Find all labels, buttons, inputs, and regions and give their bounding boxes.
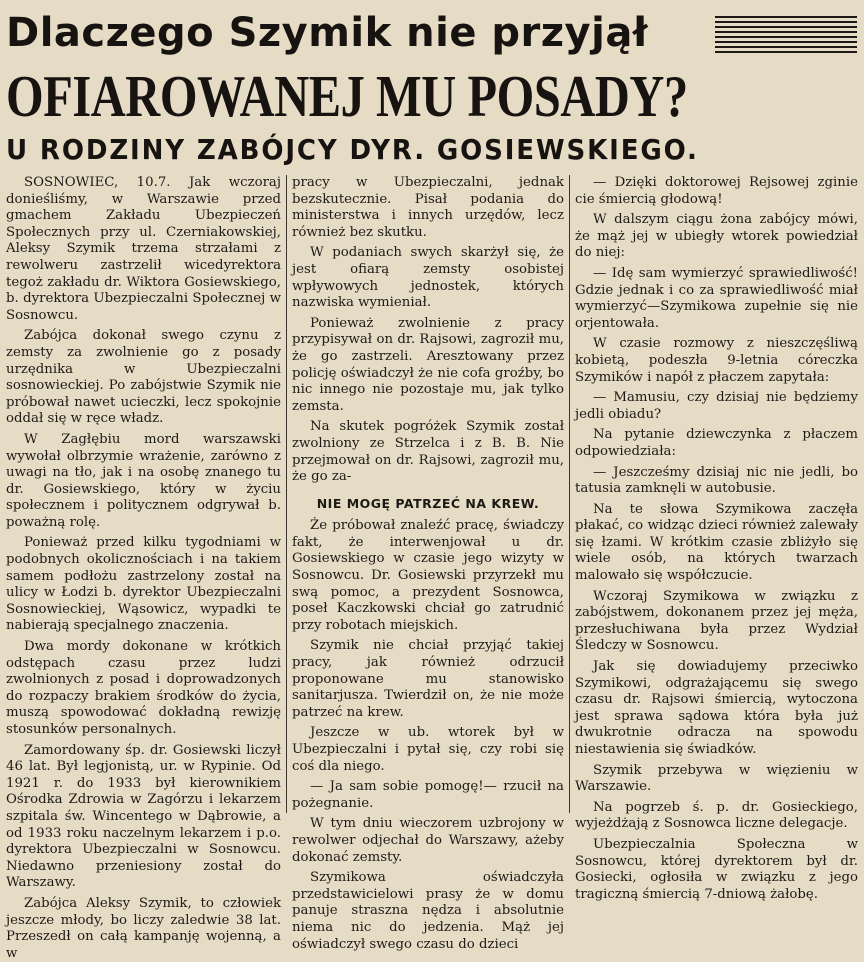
paragraph: Ubezpieczalnia Społeczna w Sosnowcu, której dyrektorem był dr. Gosiecki, ogłosiła w związku z jego tragiczną śmiercią 7-dniową żałobę. (575, 836, 858, 902)
paragraph: Na skutek pogróżek Szymik został zwolniony ze Strzelca i z B. B. Nie przejmował on dr. Rajsowi, zagroził mu, że go za- (292, 419, 564, 485)
paragraph: Ponieważ przed kilku tygodniami w podobnych okolicznościach i na takiem samem podłożu zastrzelony został na ulicy w Łodzi b. dyrektor Ubezpieczalni Sosnowieckiej, Wąsowicz, wypadki te nabierają specjalnego znaczenia. (6, 535, 281, 634)
paragraph: W tym dniu wieczorem uzbrojony w rewolwer odjechał do Warszawy, ażeby dokonać zemsty. (292, 816, 564, 865)
paragraph: SOSNOWIEC, 10.7. Jak wczoraj donieśliśmy, w Warszawie przed gmachem Zakładu Ubezpieczeń Społecznych przy ul. Czerniakowskiej, Aleksy Szymik trzema strzałami z rewolweru zastrzelił wicedyrektora tegoż zakładu dr. Wiktora Gosiewskiego, b. dyrektora Ubezpieczalni Społecznej w Sosnowcu. (6, 175, 281, 323)
paragraph: — Idę sam wymierzyć sprawiedliwość! Gdzie jednak i co za sprawiedliwość miał wymierzyć—Szymikowa zupełnie się nie orjentowała. (575, 265, 858, 331)
paragraph: Jeszcze w ub. wtorek był w Ubezpieczalni i pytał się, czy robi się coś dla niego. (292, 725, 564, 774)
article-column-3 (575, 175, 858, 902)
paragraph: Na pytanie dziewczynka z płaczem odpowiedziała: (575, 427, 858, 459)
article-column-2 (292, 175, 564, 952)
paragraph: Szymik przebywa w więzieniu w Warszawie. (575, 762, 858, 795)
headline-line-2: OFIAROWANEJ MU POSADY? (6, 63, 688, 129)
paragraph: Ponieważ zwolnienie z pracy przypisywał on dr. Rajsowi, zagroził mu, że go zastrzeli. Aresztowany przez policję oświadczył że nie cofa groźby, bo nic innego nie pozostaje mu, jak tylko zemsta. (292, 315, 564, 414)
section-subheading: NIE MOGĘ PATRZEĆ NA KREW. (316, 495, 540, 511)
paragraph: Zabójca dokonał swego czynu z zemsty za zwolnienie go z posady urzędnika w Ubezpieczalni sosnowieckiej. Po zabójstwie Szymik nie próbował nawet ucieczki, lecz spokojnie oddał się w ręce władz. (6, 328, 281, 427)
paragraph: Jak się dowiadujemy przeciwko Szymikowi, odgrażającemu się swego czasu dr. Rajsowi śmiercią, wytoczona jest sprawa sądowa która była już dwukrotnie odracza na spowodu niestawienia się świadków. (575, 659, 858, 757)
article-column-1 (6, 175, 281, 961)
headline-subtitle: U RODZINY ZABÓJCY DYR. GOSIEWSKIEGO. (6, 133, 699, 166)
paragraph: pracy w Ubezpieczalni, jednak bezskutecznie. Pisał podania do ministerstwa i innych urzędów, lecz również bez skutku. (292, 175, 564, 240)
decorative-rules (715, 16, 857, 56)
headline-line-1: Dlaczego Szymik nie przyjął (6, 10, 649, 56)
paragraph: Szymik nie chciał przyjąć takiej pracy, jak również odrzucił proponowane mu stanowisko sanitarjusza. Twierdził on, że nie może patrzeć na krew. (292, 638, 564, 720)
paragraph: W podaniach swych skarżył się, że jest ofiarą zemsty osobistej wpływowych jednostek, których nazwiska wymieniał. (292, 245, 564, 311)
paragraph: Zabójca Aleksy Szymik, to człowiek jeszcze młody, bo liczy zaledwie 38 lat. Przeszedł on całą kampanję wojenną, a w (6, 895, 281, 961)
paragraph: Na te słowa Szymikowa zaczęła płakać, co widząc dzieci również zalewały się łzami. W krótkim czasie zbliżyło się wiele osób, na których twarzach malowało się współczucie. (575, 501, 858, 584)
paragraph: Że próbował znaleźć pracę, świadczy fakt, że interwenjował u dr. Gosiewskiego w czasie jego wizyty w Sosnowcu. Dr. Gosiewski przyrzekł mu swą pomoc, a prezydent Sosnowca, poseł Kaczkowski chciał go zatrudnić przy robotach miejskich. (292, 518, 564, 633)
column-divider (569, 175, 570, 813)
paragraph: Na pogrzeb ś. p. dr. Gosieckiego, wyjeżdżają z Sosnowca liczne delegacje. (575, 799, 858, 832)
paragraph: Zamordowany śp. dr. Gosiewski liczył 46 lat. Był legjonistą, ur. w Rypinie. Od 1921 r. do 1933 był kierownikiem Ośrodka Zdrowia w Zagórzu i lekarzem szpitala św. Wincentego w Dąbrowie, a od 1933 roku naczelnym lekarzem i p.o. dyrektora Ubezpieczalni w Sosnowcu. Niedawno przeniesiony został do Warszawy. (6, 742, 281, 891)
paragraph: — Dzięki doktorowej Rejsowej zginie cie śmiercią głodową! (575, 175, 858, 207)
column-divider (286, 175, 287, 813)
paragraph: Dwa mordy dokonane w krótkich odstępach czasu przez ludzi zwolnionych z posad i doprowadzonych do rozpaczy brakiem środków do życia, muszą spowodować dokładną rewizję stosunków personalnych. (6, 639, 281, 737)
paragraph: Szymikowa oświadczyła przedstawicielowi prasy że w domu panuje straszna nędza i absolutnie niema nic do jedzenia. Mąż jej oświadczył swego czasu do dzieci (292, 870, 564, 952)
paragraph: W czasie rozmowy z nieszczęśliwą kobietą, podeszła 9-letnia córeczka Szymików i napół z płaczem zapytała: (575, 336, 858, 385)
paragraph: — Mamusiu, czy dzisiaj nie będziemy jedli obiadu? (575, 390, 858, 422)
paragraph: W dalszym ciągu żona zabójcy mówi, że mąż jej w ubiegły wtorek powiedział do niej: (575, 212, 858, 261)
paragraph: — Jeszcześmy dzisiaj nic nie jedli, bo tatusia zamknęli w autobusie. (575, 464, 858, 497)
paragraph: — Ja sam sobie pomogę!— rzucił na pożegnanie. (292, 779, 564, 811)
paragraph: W Zagłębiu mord warszawski wywołał olbrzymie wrażenie, zarówno z uwagi na tło, jak i na osobę znanego tu dr. Gosiewskiego, który w życiu społecznem i politycznem odgrywał b. poważną rolę. (6, 431, 281, 530)
paragraph: Wczoraj Szymikowa w związku z zabójstwem, dokonanem przez jej męża, przesłuchiwana była przez Wydział Śledczy w Sosnowcu. (575, 588, 858, 654)
